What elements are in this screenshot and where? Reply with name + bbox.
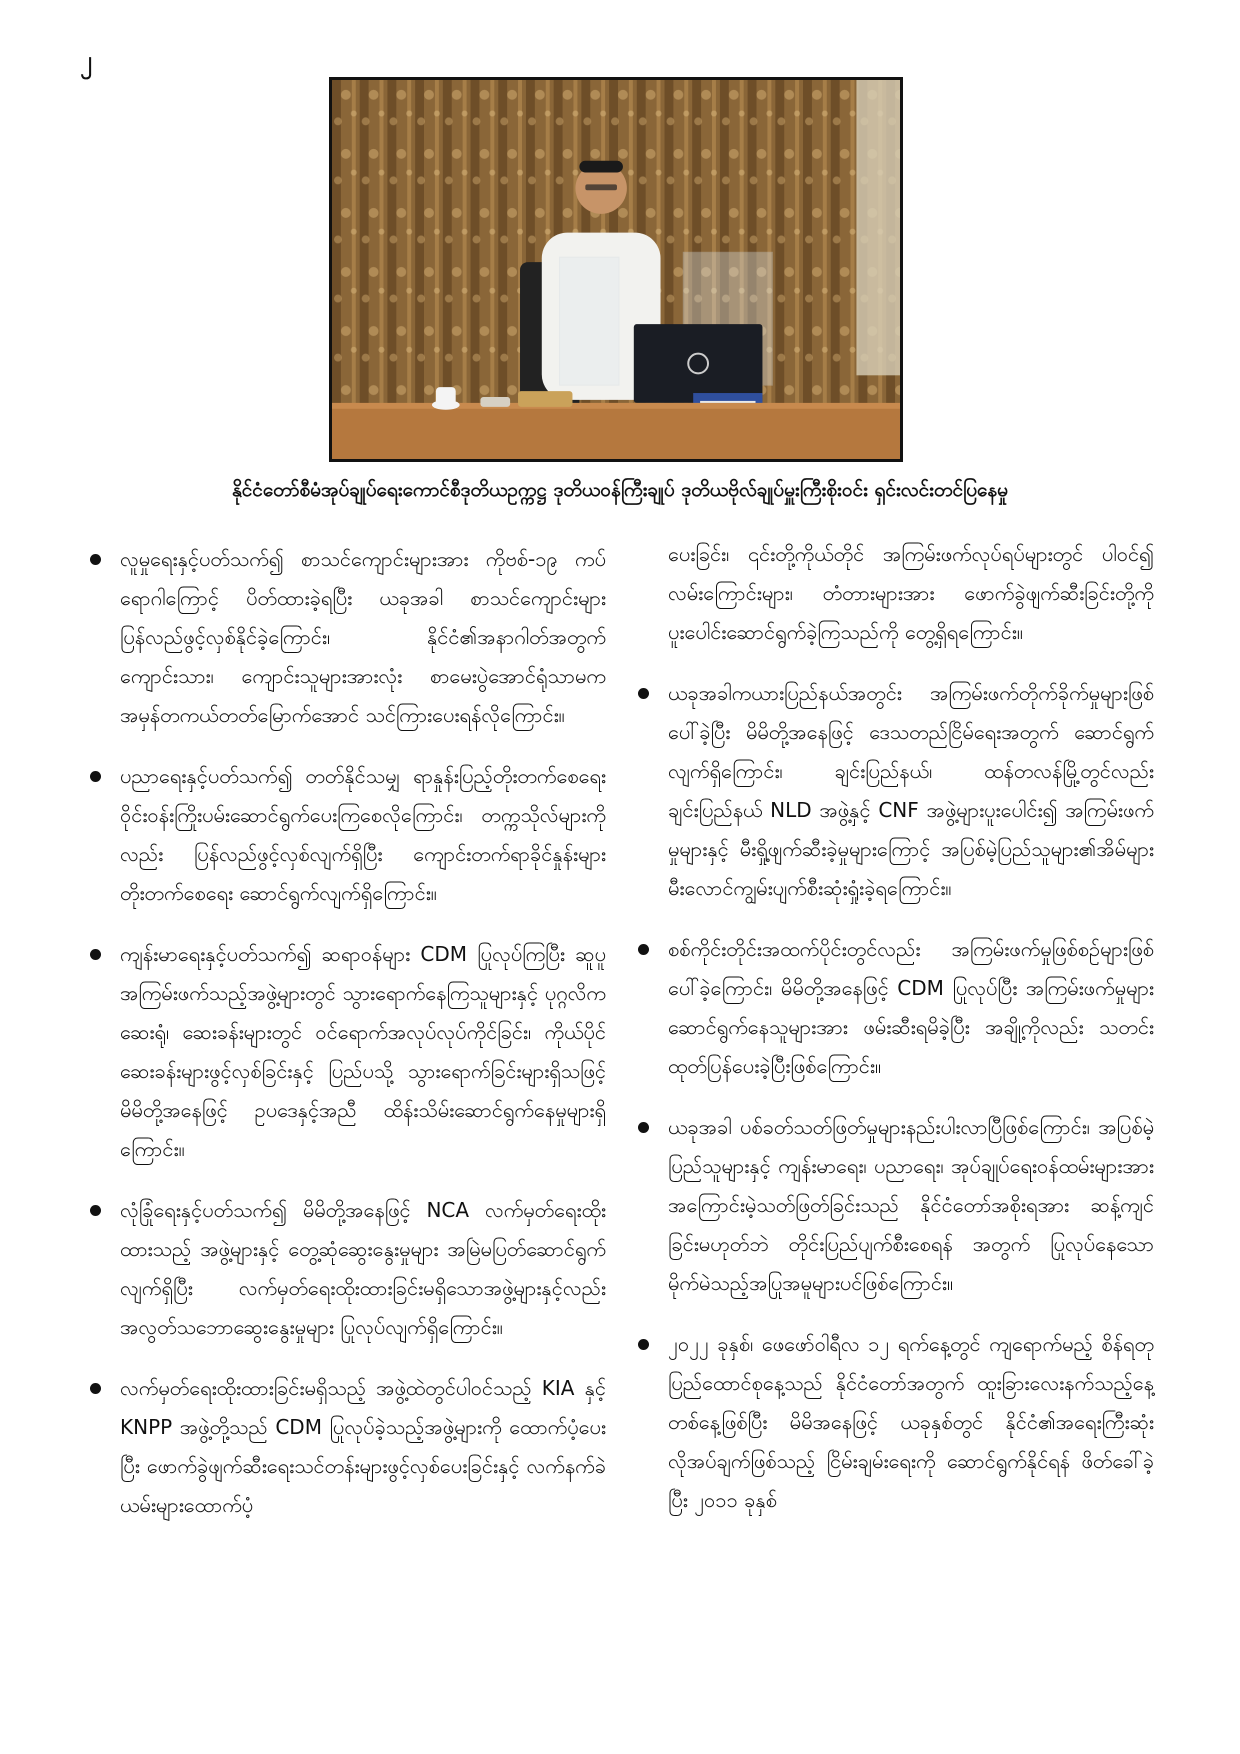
list-item-text: ယခုအခါကယားပြည်နယ်အတွင်း အကြမ်းဖက်တိုက်ခိုက်မှုများဖြစ်ပေါ်ခဲ့ပြီး မိမိတို့အနေဖြင့် ဒေသတည်ငြိမ်ရေးအတွက် ဆောင်ရွက်လျက်ရှိကြောင်း၊ ချင်းပြည်နယ်၊ ထန်တလန်မြို့တွင်လည်း ချင်းပြည်နယ် NLD အဖွဲ့နှင့် CNF အဖွဲ့များပူးပေါင်း၍ အကြမ်းဖက်မှုများနှင့် မီးရှို့ဖျက်ဆီးခဲ့မှုများကြောင့် အပြစ်မဲ့ပြည်သူများ၏အိမ်များ မီးလောင်ကျွမ်းပျက်စီးဆုံးရှုံးခဲ့ရကြောင်း။ [668, 681, 1154, 900]
bullet-icon [90, 771, 101, 782]
bullet-icon [90, 554, 101, 565]
list-item [636, 674, 1154, 908]
list-item-text: ကျန်းမာရေးနှင့်ပတ်သက်၍ ဆရာဝန်များ CDM ပြုလုပ်ကြပြီး ဆူပူအကြမ်းဖက်သည့်အဖွဲ့များတွင် သွားရောက်နေကြသူများနှင့် ပုဂ္ဂလိကဆေးရုံ၊ ဆေးခန်းများတွင် ဝင်ရောက်အလုပ်လုပ်ကိုင်ခြင်း၊ ကိုယ်ပိုင်ဆေးခန်းများဖွင့်လှစ်ခြင်းနှင့် ပြည်ပသို့ သွားရောက်ခြင်းများရှိသဖြင့် မိမိတို့အနေဖြင့် ဥပဒေနှင့်အညီ ထိန်းသိမ်းဆောင်ရွက်နေမှုများရှိကြောင်း။ [120, 942, 606, 1161]
bullet-icon [638, 1122, 649, 1133]
list-item [636, 930, 1154, 1086]
list-item-text: လက်မှတ်ရေးထိုးထားခြင်းမရှိသည့် အဖွဲ့ထဲတွင်ပါဝင်သည့် KIA နှင့် KNPP အဖွဲ့တို့သည် CDM ပြုလုပ်ခဲ့သည့်အဖွဲ့များကို ထောက်ပံ့ပေးပြီး ဖောက်ခွဲဖျက်ဆီးရေးသင်တန်းများဖွင့်လှစ်ပေးခြင်းနှင့် လက်နက်ခဲယမ်းများထောက်ပံ့ [120, 1376, 606, 1517]
list-item-text: ယခုအခါ ပစ်ခတ်သတ်ဖြတ်မှုများနည်းပါးလာပြီဖြစ်ကြောင်း၊ အပြစ်မဲ့ပြည်သူများနှင့် ကျန်းမာရေး၊ ပညာရေး၊ အုပ်ချုပ်ရေးဝန်ထမ်းများအား အကြောင်းမဲ့သတ်ဖြတ်ခြင်းသည် နိုင်ငံတော်အစိုးရအား ဆန့်ကျင်ခြင်းမဟုတ်ဘဲ တိုင်းပြည်ပျက်စီးစေရန် အတွက် ပြုလုပ်နေသော မိုက်မဲသည့်အပြုအမူများပင်ဖြစ်ကြောင်း။ [668, 1115, 1154, 1295]
list-item [636, 1108, 1154, 1303]
bullet-icon [638, 688, 649, 699]
right-column [636, 535, 1154, 1542]
list-item [636, 1325, 1154, 1520]
meeting-photo-illustration [332, 80, 900, 459]
list-item-text: လူမှုရေးနှင့်ပတ်သက်၍ စာသင်ကျောင်းများအား ကိုဗစ်-၁၉ ကပ်ရောဂါကြောင့် ပိတ်ထားခဲ့ရပြီး ယခုအခါ စာသင်ကျောင်းများ ပြန်လည်ဖွင့်လှစ်နိုင်ခဲ့ကြောင်း၊ နိုင်ငံ၏အနာဂါတ်အတွက် ကျောင်းသား၊ ကျောင်းသူများအားလုံး စာမေးပွဲအောင်ရုံသာမက အမှန်တကယ်တတ်မြောက်အောင် သင်ကြားပေးရန်လိုကြောင်း။ [120, 547, 606, 727]
photo-caption: နိုင်ငံတော်စီမံအုပ်ချုပ်ရေးကောင်စီဒုတိယဥက္ကဋ္ဌ ဒုတိယဝန်ကြီးချုပ် ဒုတိယဗိုလ်ချုပ်မှူးကြီးစိုးဝင်း ရှင်းလင်းတင်ပြနေမှု [231, 479, 1009, 501]
list-item [88, 1191, 606, 1347]
list-item [88, 540, 606, 735]
list-item-text: ပညာရေးနှင့်ပတ်သက်၍ တတ်နိုင်သမျှ ရာနှုန်းပြည့်တိုးတက်စေရေး ဝိုင်းဝန်းကြိုးပမ်းဆောင်ရွက်ပေးကြစေလိုကြောင်း၊ တက္ကသိုလ်များကိုလည်း ပြန်လည်ဖွင့်လှစ်လျက်ရှိပြီး ကျောင်းတက်ရာခိုင်နှုန်းများ တိုးတက်စေရေး ဆောင်ရွက်လျက်ရှိကြောင်း။ [120, 764, 606, 905]
page-number: ၂ [80, 46, 92, 74]
meeting-photo [329, 77, 903, 462]
bullet-icon [90, 1383, 101, 1394]
list-item-text: စစ်ကိုင်းတိုင်းအထက်ပိုင်းတွင်လည်း အကြမ်းဖက်မှုဖြစ်စဉ်များဖြစ်ပေါ်ခဲ့ကြောင်း၊ မိမိတို့အနေဖြင့် CDM ပြုလုပ်ပြီး အကြမ်းဖက်မှုများ ဆောင်ရွက်နေသူများအား ဖမ်းဆီးရမိခဲ့ပြီး အချို့ကိုလည်း သတင်းထုတ်ပြန်ပေးခဲ့ပြီးဖြစ်ကြောင်း။ [668, 937, 1154, 1078]
bullet-icon [638, 944, 649, 955]
bullet-icon [90, 1205, 101, 1216]
bullet-icon [90, 949, 101, 960]
list-item [88, 935, 606, 1169]
bullet-icon [638, 1339, 649, 1350]
list-item-text: လုံခြုံရေးနှင့်ပတ်သက်၍ မိမိတို့အနေဖြင့် NCA လက်မှတ်ရေးထိုးထားသည့် အဖွဲ့များနှင့် တွေ့ဆုံဆွေးနွေးမှုများ အမြဲမပြတ်ဆောင်ရွက်လျက်ရှိပြီး လက်မှတ်ရေးထိုးထားခြင်းမရှိသောအဖွဲ့များနှင့်လည်း အလွတ်သဘောဆွေးနွေးမှုများ ပြုလုပ်လျက်ရှိကြောင်း။ [120, 1198, 606, 1339]
list-item-text: ၂၀၂၂ ခုနှစ်၊ ဖေဖော်ဝါရီလ ၁၂ ရက်နေ့တွင် ကျရောက်မည့် စိန်ရတု ပြည်ထောင်စုနေ့သည် နိုင်ငံတော်အတွက် ထူးခြားလေးနက်သည့်နေ့တစ်နေ့ဖြစ်ပြီး မိမိအနေဖြင့် ယခုနှစ်တွင် နိုင်ငံ၏အရေးကြီးဆုံးလိုအပ်ချက်ဖြစ်သည့် ငြိမ်းချမ်းရေးကို ဆောင်ရွက်နိုင်ရန် ဖိတ်ခေါ်ခဲ့ပြီး ၂၀၁၁ ခုနှစ် [668, 1332, 1154, 1512]
list-item [88, 757, 606, 913]
left-column [88, 540, 606, 1547]
list-item [88, 1369, 606, 1525]
continued-paragraph: ပေးခြင်း၊ ၎င်းတို့ကိုယ်တိုင် အကြမ်းဖက်လုပ်ရပ်များတွင် ပါဝင်၍ လမ်းကြောင်းများ၊ တံတားများအား ဖောက်ခွဲဖျက်ဆီးခြင်းတို့ကို ပူးပေါင်းဆောင်ရွက်ခဲ့ကြသည်ကို တွေ့ရှိရကြောင်း။ [668, 542, 1154, 644]
